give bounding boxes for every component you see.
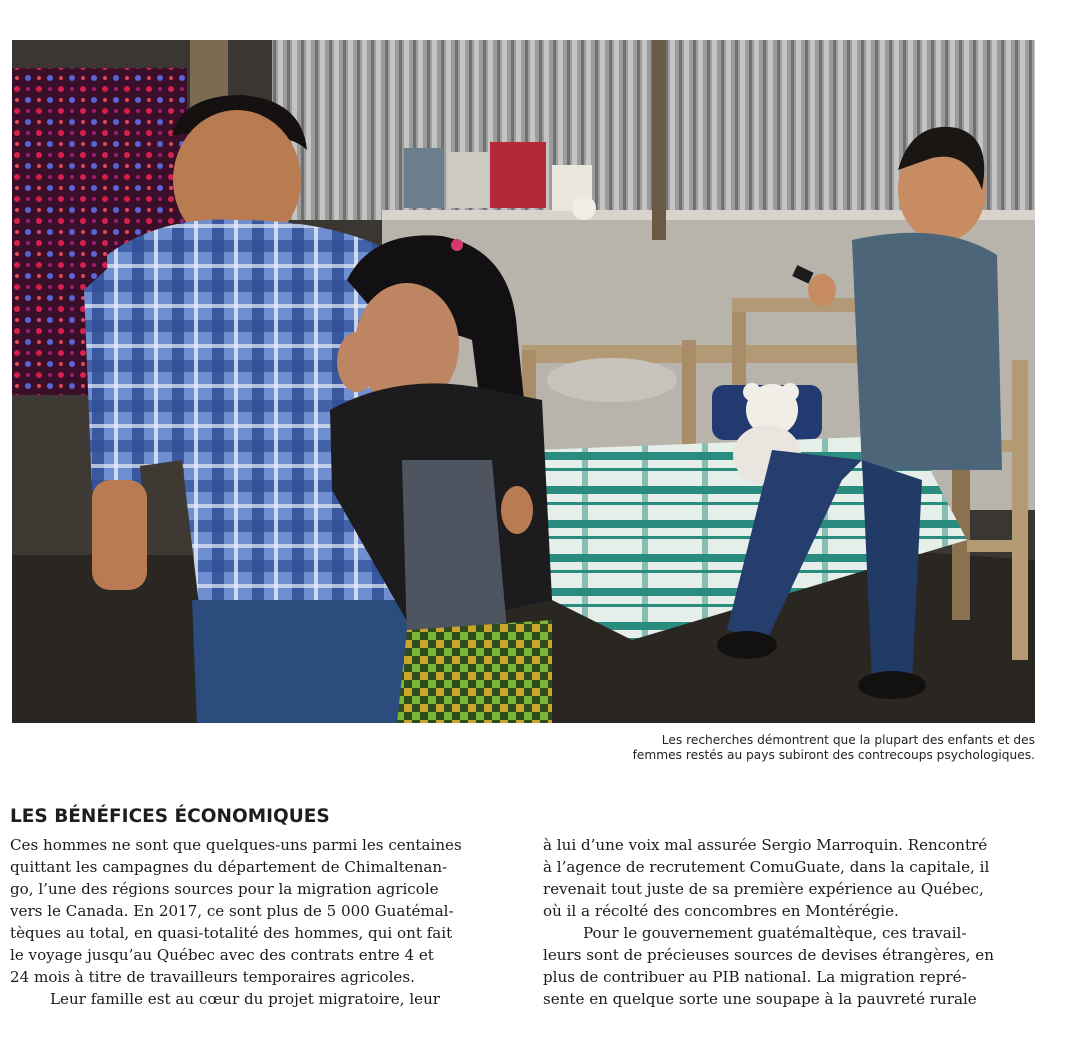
text-line: à l’agence de recrutement ComuGuate, dans la capitale, il xyxy=(543,858,990,876)
text-line: Pour le gouvernement guatémaltèque, ces travail- xyxy=(583,924,967,942)
text-line: plus de contribuer au PIB national. La migration repré- xyxy=(543,968,967,986)
text-line: Leur famille est au cœur du projet migratoire, leur xyxy=(50,990,441,1008)
text-line: sente en quelque sorte une soupape à la pauvreté rurale xyxy=(543,990,977,1008)
photo-caption xyxy=(515,733,1035,763)
caption-line: Les recherches démontrent que la plupart des enfants et des xyxy=(661,733,1035,747)
article-photo xyxy=(12,40,1035,723)
text-line: 24 mois à titre de travailleurs temporaires agricoles. xyxy=(10,968,415,986)
text-line: quittant les campagnes du département de Chimaltenan- xyxy=(10,858,448,876)
right-text-column xyxy=(543,834,1043,1010)
text-line: go, l’une des régions sources pour la migration agricole xyxy=(10,880,439,898)
section-heading: LES BÉNÉFICES ÉCONOMIQUES xyxy=(10,806,330,827)
caption-line: femmes restés au pays subiront des contrecoups psychologiques. xyxy=(632,748,1035,762)
text-line: revenait tout juste de sa première expérience au Québec, xyxy=(543,880,984,898)
text-line: leurs sont de précieuses sources de devises étrangères, en xyxy=(543,946,994,964)
photo-illustration xyxy=(12,40,1035,723)
text-line: Ces hommes ne sont que quelques-uns parmi les centaines xyxy=(10,836,462,854)
left-text-column xyxy=(10,834,510,1010)
text-line: vers le Canada. En 2017, ce sont plus de 5 000 Guatémal- xyxy=(10,902,454,920)
text-line: à lui d’une voix mal assurée Sergio Marroquin. Rencontré xyxy=(543,836,988,854)
text-line: le voyage jusqu’au Québec avec des contrats entre 4 et xyxy=(10,946,434,964)
text-line: où il a récolté des concombres en Montérégie. xyxy=(543,902,899,920)
text-line: tèques au total, en quasi-totalité des hommes, qui ont fait xyxy=(10,924,453,942)
